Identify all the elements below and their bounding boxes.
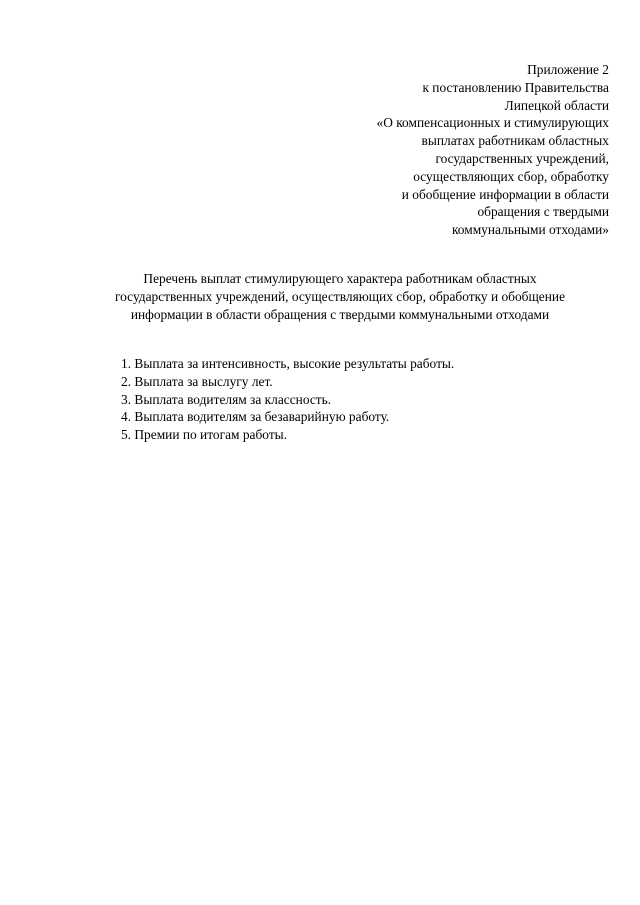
- document-title: [60, 270, 620, 323]
- title-line: государственных учреждений, осуществляющих сбор, обработку и обобщение: [114, 288, 566, 304]
- title-line: информации в области обращения с твердыми коммунальными отходами: [130, 306, 550, 322]
- appendix-line: осуществляющих сбор, обработку: [413, 168, 609, 184]
- appendix-line: и обобщение информации в области: [401, 186, 609, 202]
- appendix-line: коммунальными отходами»: [451, 222, 609, 238]
- list-item: 5. Премии по итогам работы.: [121, 427, 288, 443]
- appendix-line: государственных учреждений,: [435, 150, 609, 166]
- title-line: Перечень выплат стимулирующего характера работникам областных: [143, 271, 537, 286]
- list-item: 2. Выплата за выслугу лет.: [121, 373, 273, 389]
- list-item: 3. Выплата водителям за классность.: [121, 391, 332, 407]
- appendix-line: Приложение 2: [527, 62, 609, 77]
- appendix-header: [309, 61, 609, 239]
- appendix-line: к постановлению Правительства: [422, 79, 609, 95]
- appendix-line: «О компенсационных и стимулирующих: [376, 115, 609, 131]
- appendix-line: выплатах работникам областных: [421, 133, 609, 149]
- list-item: 1. Выплата за интенсивность, высокие результаты работы.: [121, 356, 455, 371]
- list-item: 4. Выплата водителям за безаварийную работу.: [121, 409, 390, 425]
- appendix-line: обращения с твердыми: [477, 204, 609, 220]
- payments-list: [121, 355, 601, 444]
- appendix-line: Липецкой области: [504, 97, 609, 113]
